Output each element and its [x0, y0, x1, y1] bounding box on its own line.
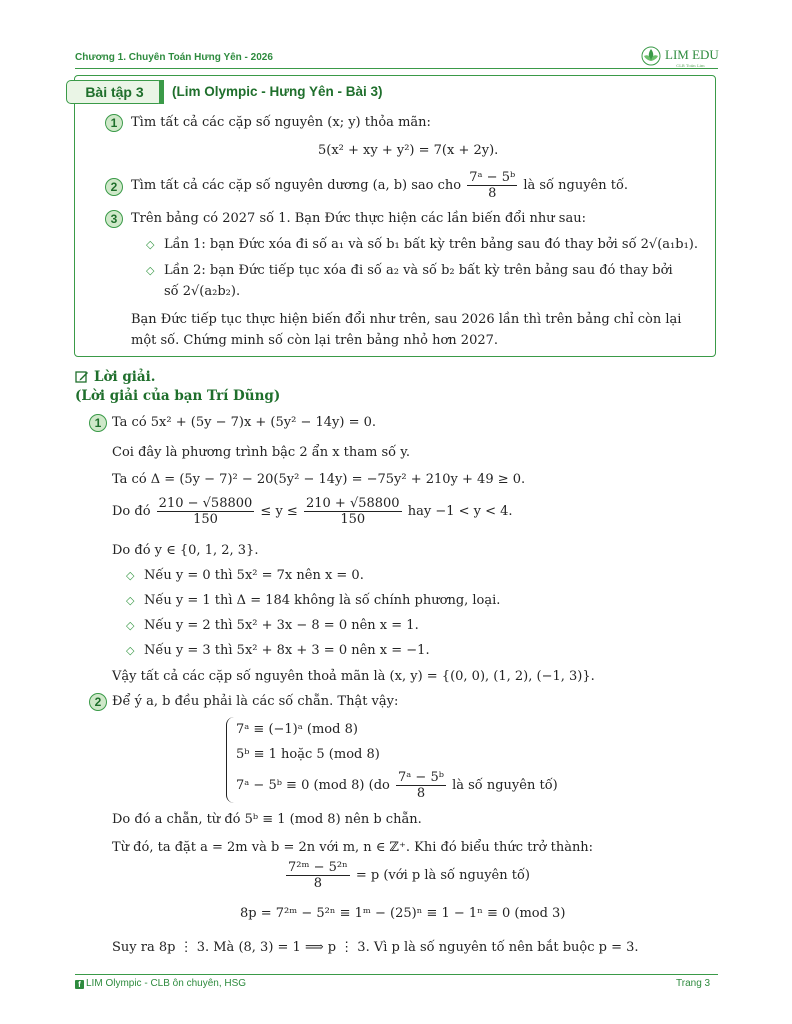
problem-3-step-1: Lần 1: bạn Đức xóa đi số a₁ và số b₁ bất kỳ trên bảng sau đó thay bởi số 2√(a₁b₁).	[164, 237, 698, 252]
solution-2-line-5: Suy ra 8p ⋮ 3. Mà (8, 3) = 1 ⟹ p ⋮ 3. Vì p là số nguyên tố nên bắt buộc p = 3.	[112, 940, 639, 955]
system-line-3-b: là số nguyên tố)	[452, 777, 558, 793]
solution-1-fraction-left	[157, 496, 255, 527]
problem-tag: Bài tập 3	[66, 80, 163, 104]
solution-author: (Lời giải của bạn Trí Dũng)	[75, 388, 281, 404]
fraction-denominator: 8	[313, 876, 322, 891]
solution-1-line-5: Do đó y ∈ {0, 1, 2, 3}.	[112, 543, 259, 558]
chapter-header: Chương 1. Chuyên Toán Hưng Yên - 2026	[75, 52, 273, 63]
problem-number-2: 2	[105, 178, 123, 196]
solution-1-conclusion: Vậy tất cả các cặp số nguyên thoả mãn là (x, y) = {(0, 0), (1, 2), (−1, 3)}.	[112, 669, 595, 684]
solution-1-case-1: Nếu y = 0 thì 5x² = 7x nên x = 0.	[144, 568, 364, 583]
problem-number-3: 3	[105, 210, 123, 228]
solution-2-line-2: Do đó a chẵn, từ đó 5ᵇ ≡ 1 (mod 8) nên b chẵn.	[112, 812, 422, 827]
solution-1-case-3: Nếu y = 2 thì 5x² + 3x − 8 = 0 nên x = 1.	[144, 618, 419, 633]
diamond-bullet-icon: ◇	[146, 238, 155, 251]
tag-accent	[159, 80, 164, 104]
problem-number-1: 1	[105, 114, 123, 132]
facebook-icon: f	[75, 980, 84, 989]
footer-left	[75, 978, 246, 989]
solution-2-line-3: Từ đó, ta đặt a = 2m và b = 2n với m, n ∈ ℤ⁺. Khi đó biểu thức trở thành:	[112, 840, 594, 855]
solution-heading: Lời giải.	[94, 369, 156, 385]
solution-1-fraction-right	[304, 496, 402, 527]
system-line-2: 5ᵇ ≡ 1 hoặc 5 (mod 8)	[236, 747, 380, 762]
solution-1-inequality: ≤ y ≤	[260, 503, 298, 519]
problem-1-text: Tìm tất cả các cặp số nguyên (x; y) thỏa mãn:	[131, 115, 431, 130]
problem-3-conclusion-2: một số. Chứng minh số còn lại trên bảng nhỏ hơn 2027.	[131, 333, 499, 348]
fraction-numerator: 7²ᵐ − 5²ⁿ	[288, 860, 348, 875]
system-line-1: 7ᵃ ≡ (−1)ᵃ (mod 8)	[236, 722, 358, 737]
solution-1-line-2: Coi đây là phương trình bậc 2 ẩn x tham số y.	[112, 445, 410, 460]
solution-2-fraction	[286, 860, 350, 891]
problem-1-equation: 5(x² + xy + y²) = 7(x + 2y).	[318, 143, 499, 158]
diamond-bullet-icon: ◇	[126, 644, 135, 657]
solution-number-1: 1	[89, 414, 107, 432]
problem-2-text-a: Tìm tất cả các cặp số nguyên dương (a, b) sao cho	[131, 177, 462, 193]
solution-2-line-1: Để ý a, b đều phải là các số chẵn. Thật vậy:	[112, 694, 399, 709]
logo-subtitle: CLB Toán Lim	[676, 63, 705, 68]
page-number: Trang 3	[676, 978, 711, 989]
problem-2-fraction	[467, 170, 517, 201]
fraction-numerator: 210 − √58800	[158, 496, 253, 511]
solution-1-case-4: Nếu y = 3 thì 5x² + 8x + 3 = 0 nên x = −1.	[144, 643, 430, 658]
problem-3-step-2b: số 2√(a₂b₂).	[164, 284, 241, 299]
problem-3-step-2a: Lần 2: bạn Đức tiếp tục xóa đi số a₂ và số b₂ bất kỳ trên bảng sau đó thay bởi	[164, 263, 673, 278]
fraction-denominator: 8	[416, 786, 426, 801]
fraction-numerator: 210 + √58800	[305, 496, 400, 511]
solution-number-2: 2	[89, 693, 107, 711]
problem-2-text-b: là số nguyên tố.	[523, 177, 629, 193]
diamond-bullet-icon: ◇	[126, 569, 135, 582]
diamond-bullet-icon: ◇	[146, 264, 155, 277]
problem-2-denominator: 8	[488, 186, 497, 201]
system-fraction	[396, 770, 446, 801]
solution-2-fraction-tail: = p (với p là số nguyên tố)	[355, 867, 530, 883]
solution-1-range: hay −1 < y < 4.	[407, 503, 513, 519]
problem-2-numerator: 7ᵃ − 5ᵇ	[469, 170, 516, 185]
problem-2-line	[131, 170, 628, 201]
problem-title: (Lim Olympic - Hưng Yên - Bài 3)	[172, 84, 383, 99]
solution-1-line-1: Ta có 5x² + (5y − 7)x + (5y² − 14y) = 0.	[112, 415, 377, 430]
fraction-numerator: 7ᵃ − 5ᵇ	[398, 770, 444, 785]
solution-2-fraction-line	[284, 860, 530, 891]
system-line-3	[236, 770, 558, 801]
problem-3-conclusion-1: Bạn Đức tiếp tục thực hiện biến đổi như trên, sau 2026 lần thì trên bảng chỉ còn lại	[131, 312, 682, 327]
solution-2-line-4: 8p = 7²ᵐ − 5²ⁿ ≡ 1ᵐ − (25)ⁿ ≡ 1 − 1ⁿ ≡ 0 (mod 3)	[240, 906, 566, 921]
diamond-bullet-icon: ◇	[126, 619, 135, 632]
diamond-bullet-icon: ◇	[126, 594, 135, 607]
lotus-icon	[640, 45, 662, 67]
fraction-denominator: 150	[193, 512, 218, 527]
footer-rule	[75, 974, 718, 975]
solution-1-case-2: Nếu y = 1 thì Δ = 184 không là số chính phương, loại.	[144, 593, 501, 608]
brand-logo	[640, 44, 719, 68]
solution-1-do-do: Do đó	[112, 503, 151, 519]
logo-text: LIM EDU	[665, 47, 719, 62]
footer-left-text: LIM Olympic - CLB ôn chuyên, HSG	[86, 978, 247, 989]
solution-1-line-4	[112, 496, 513, 527]
system-line-3-a: 7ᵃ − 5ᵇ ≡ 0 (mod 8) (do	[236, 777, 390, 793]
edit-icon	[75, 370, 89, 383]
header-rule	[75, 68, 718, 69]
fraction-denominator: 150	[340, 512, 366, 527]
solution-1-line-3: Ta có Δ = (5y − 7)² − 20(5y² − 14y) = −75y² + 210y + 49 ≥ 0.	[112, 472, 526, 487]
problem-3-text: Trên bảng có 2027 số 1. Bạn Đức thực hiện các lần biến đổi như sau:	[131, 211, 586, 226]
